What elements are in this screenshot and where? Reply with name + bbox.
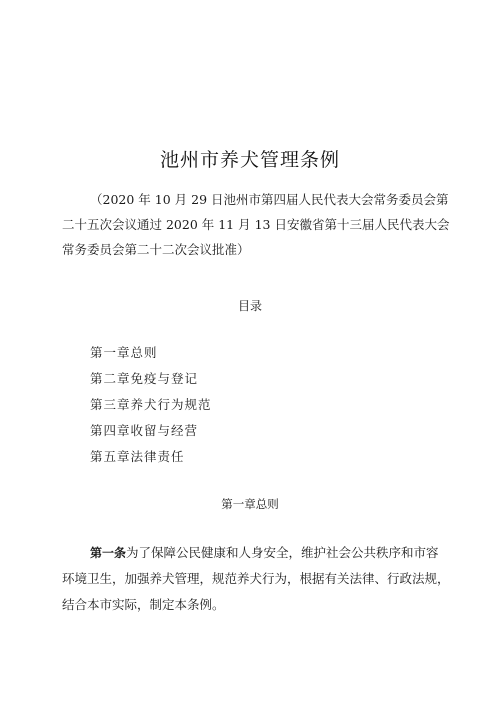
toc-item-chapter-2[interactable]: 第二章免疫与登记 (90, 371, 199, 386)
article-1-line-2: 环境卫生，加强养犬管理，规范养犬行为，根据有关法律、行政法规， (62, 571, 450, 586)
article-1-line-1 (62, 540, 444, 566)
article-1 (62, 540, 450, 618)
article-1-label: 第一条 (90, 546, 127, 560)
article-1-line-3: 结合本市实际，制定本条例。 (62, 597, 225, 612)
approval-note-line-2: 二十五次会议通过 2020 年 11 月 13 日安徽省第十三届人民代表大会 (62, 217, 450, 232)
toc-item-chapter-4[interactable]: 第四章收留与经营 (90, 423, 199, 438)
chapter-1-heading: 第一章总则 (221, 497, 279, 511)
toc-item-chapter-1[interactable]: 第一章总则 (90, 345, 158, 360)
toc-heading: 目录 (237, 299, 262, 313)
approval-note-line-1: （2020 年 10 月 29 日池州市第四届人民代表大会常务委员会第 (90, 192, 449, 207)
table-of-contents (90, 340, 212, 470)
article-1-text-1: 为了保障公民健康和人身安全，维护社会公共秩序和市容 (126, 545, 439, 560)
approval-note (62, 187, 450, 262)
toc-item-chapter-3[interactable]: 第三章养犬行为规范 (90, 397, 212, 412)
document-title: 池州市养犬管理条例 (159, 149, 340, 171)
approval-note-line-3: 常务委员会第二十二次会议批准） (62, 242, 250, 257)
toc-item-chapter-5[interactable]: 第五章法律责任 (90, 449, 185, 464)
